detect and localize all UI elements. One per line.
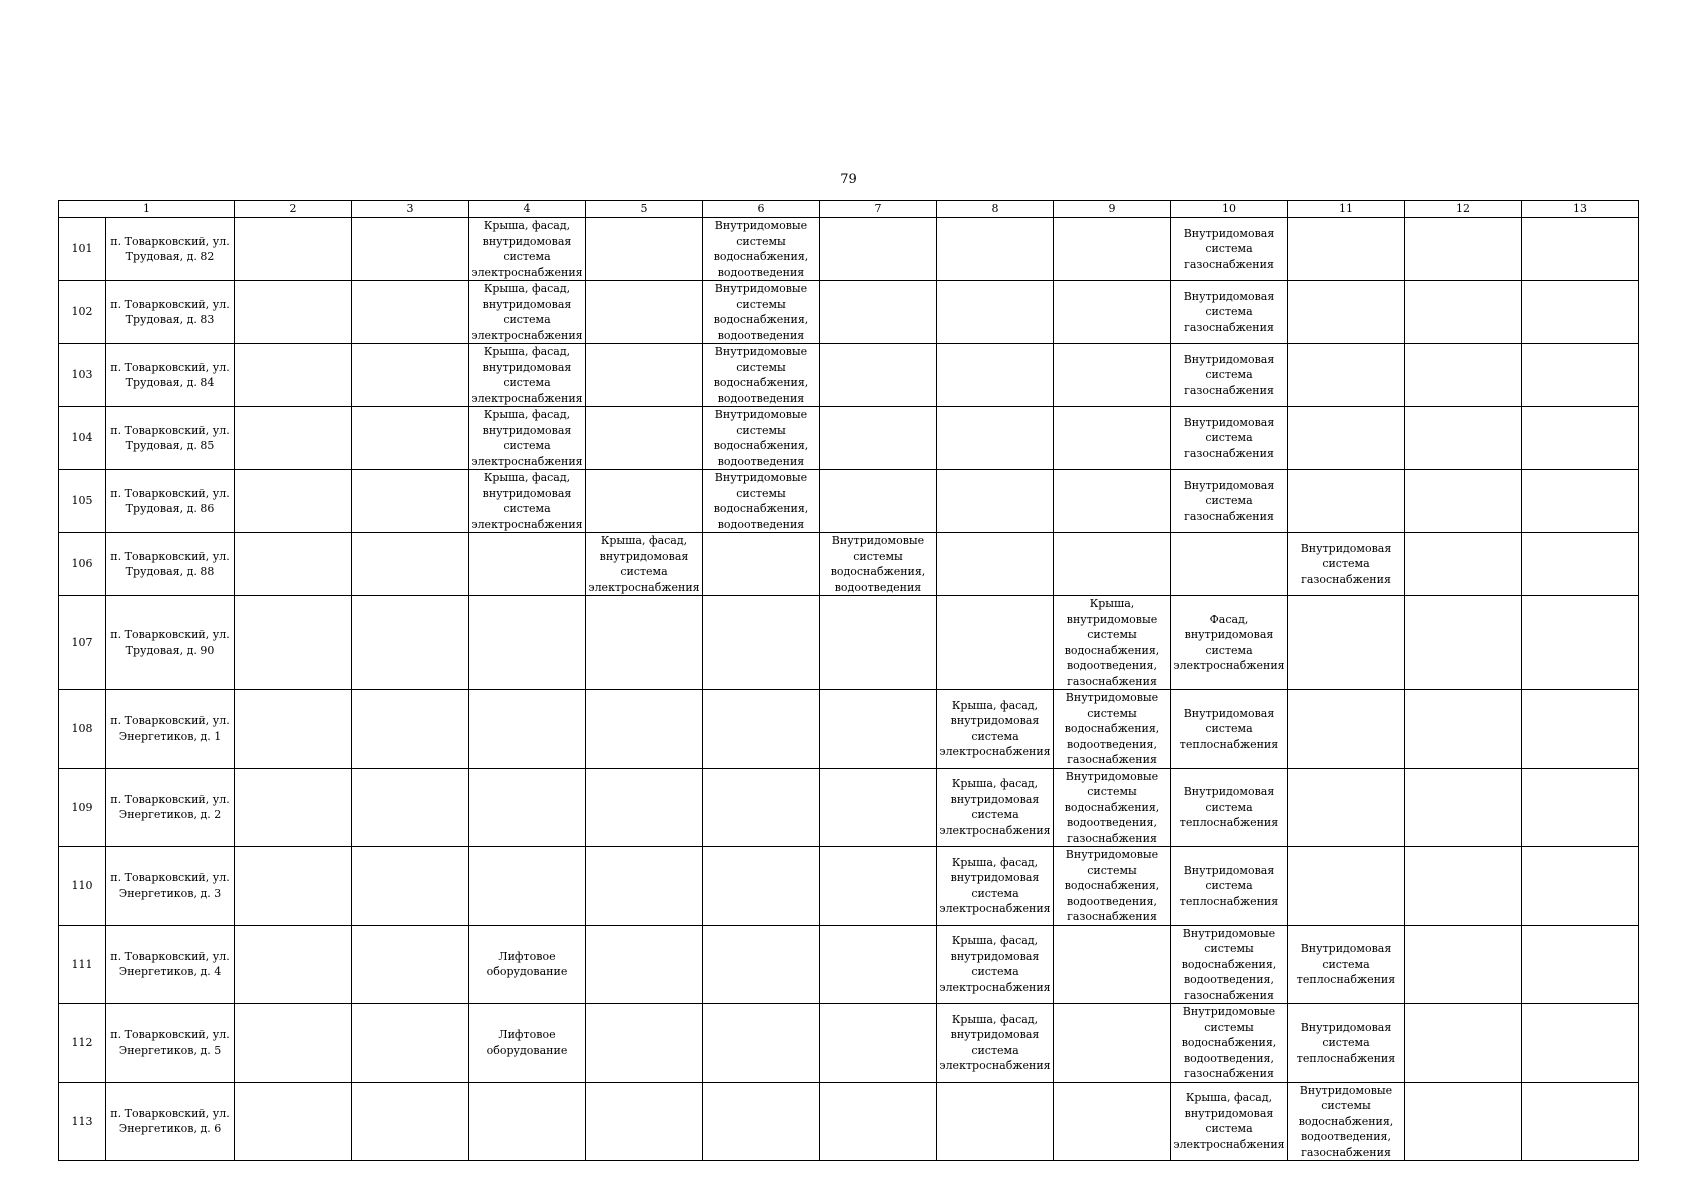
work-cell (586, 596, 703, 690)
work-cell (703, 925, 820, 1004)
work-cell (820, 470, 937, 533)
table-row (59, 768, 1639, 847)
work-cell: Внутридомовая система газоснабжения (1288, 533, 1405, 596)
work-cell (586, 407, 703, 470)
work-cell: Крыша, фасад, внутридомовая система электроснабжения (469, 344, 586, 407)
work-cell (1054, 925, 1171, 1004)
column-header: 9 (1054, 201, 1171, 218)
column-header: 1 (59, 201, 235, 218)
work-cell (235, 344, 352, 407)
work-cell (1054, 407, 1171, 470)
work-cell: Крыша, внутридомовые системы водоснабжения, водоотведения, газоснабжения (1054, 596, 1171, 690)
work-cell (937, 533, 1054, 596)
table-row (59, 1082, 1639, 1161)
address-cell: п. Товарковский, ул. Трудовая, д. 83 (106, 281, 235, 344)
work-cell: Внутридомовые системы водоснабжения, водоотведения, газоснабжения (1054, 847, 1171, 926)
work-cell (1288, 407, 1405, 470)
work-cell (469, 1082, 586, 1161)
table-row (59, 218, 1639, 281)
work-cell (1405, 470, 1522, 533)
work-cell (352, 690, 469, 769)
work-cell (820, 281, 937, 344)
work-cell (1405, 847, 1522, 926)
work-cell: Внутридомовая система теплоснабжения (1171, 768, 1288, 847)
work-cell (1522, 533, 1639, 596)
work-cell (586, 925, 703, 1004)
work-cell: Крыша, фасад, внутридомовая система электроснабжения (937, 1004, 1054, 1083)
work-cell (1405, 768, 1522, 847)
work-cell (703, 768, 820, 847)
work-cell: Лифтовое оборудование (469, 925, 586, 1004)
work-cell (235, 690, 352, 769)
column-header: 11 (1288, 201, 1405, 218)
address-cell: п. Товарковский, ул. Трудовая, д. 86 (106, 470, 235, 533)
column-header: 6 (703, 201, 820, 218)
column-header: 7 (820, 201, 937, 218)
work-cell (1405, 1004, 1522, 1083)
work-cell (1288, 847, 1405, 926)
work-cell (1405, 690, 1522, 769)
address-cell: п. Товарковский, ул. Энергетиков, д. 2 (106, 768, 235, 847)
address-cell: п. Товарковский, ул. Трудовая, д. 85 (106, 407, 235, 470)
work-cell (1522, 1082, 1639, 1161)
work-cell (235, 1082, 352, 1161)
column-header: 13 (1522, 201, 1639, 218)
work-cell: Фасад, внутридомовая система электроснабжения (1171, 596, 1288, 690)
page-number: 79 (840, 172, 857, 187)
work-cell (352, 768, 469, 847)
row-number: 113 (59, 1082, 106, 1161)
column-header: 5 (586, 201, 703, 218)
row-number: 108 (59, 690, 106, 769)
table-row (59, 281, 1639, 344)
work-cell: Крыша, фасад, внутридомовая система электроснабжения (469, 218, 586, 281)
work-cell (1054, 1004, 1171, 1083)
column-header: 8 (937, 201, 1054, 218)
work-cell: Лифтовое оборудование (469, 1004, 586, 1083)
work-cell (235, 218, 352, 281)
work-cell (1288, 768, 1405, 847)
work-cell (352, 925, 469, 1004)
work-cell (586, 218, 703, 281)
work-cell: Внутридомовые системы водоснабжения, водоотведения, газоснабжения (1171, 1004, 1288, 1083)
work-cell (1054, 1082, 1171, 1161)
table-row (59, 925, 1639, 1004)
work-cell (1522, 847, 1639, 926)
row-number: 111 (59, 925, 106, 1004)
work-cell (1288, 344, 1405, 407)
work-cell (820, 768, 937, 847)
work-cell (1405, 925, 1522, 1004)
work-cell (1405, 281, 1522, 344)
work-cell: Внутридомовые системы водоснабжения, водоотведения (703, 470, 820, 533)
work-cell (1522, 470, 1639, 533)
work-cell: Внутридомовая система теплоснабжения (1171, 847, 1288, 926)
table-row (59, 407, 1639, 470)
work-cell: Внутридомовые системы водоснабжения, водоотведения (703, 281, 820, 344)
row-number: 110 (59, 847, 106, 926)
row-number: 102 (59, 281, 106, 344)
work-cell (820, 925, 937, 1004)
work-cell (235, 596, 352, 690)
work-cell (703, 847, 820, 926)
work-cell (1405, 533, 1522, 596)
work-cell (937, 470, 1054, 533)
address-cell: п. Товарковский, ул. Трудовая, д. 82 (106, 218, 235, 281)
work-cell (820, 690, 937, 769)
work-cell: Внутридомовая система теплоснабжения (1288, 925, 1405, 1004)
address-cell: п. Товарковский, ул. Трудовая, д. 90 (106, 596, 235, 690)
work-cell (586, 690, 703, 769)
work-cell (703, 533, 820, 596)
table-row (59, 690, 1639, 769)
work-cell: Крыша, фасад, внутридомовая система электроснабжения (1171, 1082, 1288, 1161)
table-header-row (59, 201, 1639, 218)
work-cell (469, 690, 586, 769)
work-cell: Внутридомовая система теплоснабжения (1288, 1004, 1405, 1083)
work-cell (1288, 218, 1405, 281)
work-cell (1522, 344, 1639, 407)
work-cell (820, 1082, 937, 1161)
work-cell: Крыша, фасад, внутридомовая система электроснабжения (586, 533, 703, 596)
work-cell (586, 1004, 703, 1083)
work-cell (937, 218, 1054, 281)
work-cell: Внутридомовые системы водоснабжения, водоотведения (703, 218, 820, 281)
row-number: 112 (59, 1004, 106, 1083)
address-cell: п. Товарковский, ул. Трудовая, д. 88 (106, 533, 235, 596)
work-cell (235, 1004, 352, 1083)
work-cell (820, 847, 937, 926)
work-cell: Внутридомовые системы водоснабжения, водоотведения, газоснабжения (1054, 768, 1171, 847)
work-cell: Крыша, фасад, внутридомовая система электроснабжения (469, 470, 586, 533)
work-cell (586, 470, 703, 533)
work-cell (352, 407, 469, 470)
work-cell (1288, 690, 1405, 769)
address-cell: п. Товарковский, ул. Трудовая, д. 84 (106, 344, 235, 407)
column-header: 12 (1405, 201, 1522, 218)
repair-schedule-table (58, 200, 1639, 1161)
work-cell (352, 596, 469, 690)
table-row (59, 1004, 1639, 1083)
work-cell (1054, 218, 1171, 281)
work-cell (1405, 218, 1522, 281)
table-row (59, 847, 1639, 926)
work-cell (235, 768, 352, 847)
work-cell (235, 925, 352, 1004)
work-cell: Внутридомовая система теплоснабжения (1171, 690, 1288, 769)
work-cell (1054, 470, 1171, 533)
work-cell (937, 407, 1054, 470)
row-number: 107 (59, 596, 106, 690)
work-cell (352, 847, 469, 926)
address-cell: п. Товарковский, ул. Энергетиков, д. 3 (106, 847, 235, 926)
work-cell (352, 344, 469, 407)
work-cell (1522, 925, 1639, 1004)
work-cell (937, 281, 1054, 344)
work-cell (352, 470, 469, 533)
work-cell (1522, 596, 1639, 690)
work-cell (1288, 281, 1405, 344)
work-cell (1054, 281, 1171, 344)
work-cell (937, 344, 1054, 407)
row-number: 104 (59, 407, 106, 470)
address-cell: п. Товарковский, ул. Энергетиков, д. 1 (106, 690, 235, 769)
work-cell (703, 596, 820, 690)
work-cell: Внутридомовые системы водоснабжения, водоотведения, газоснабжения (1054, 690, 1171, 769)
work-cell (703, 1004, 820, 1083)
work-cell: Внутридомовые системы водоснабжения, водоотведения (703, 344, 820, 407)
work-cell (469, 596, 586, 690)
work-cell: Внутридомовая система газоснабжения (1171, 344, 1288, 407)
work-cell (820, 218, 937, 281)
work-cell (1405, 344, 1522, 407)
work-cell (1522, 407, 1639, 470)
work-cell: Внутридомовые системы водоснабжения, водоотведения, газоснабжения (1288, 1082, 1405, 1161)
work-cell: Внутридомовая система газоснабжения (1171, 281, 1288, 344)
work-cell (1405, 1082, 1522, 1161)
row-number: 106 (59, 533, 106, 596)
work-cell (1054, 344, 1171, 407)
work-cell (1522, 690, 1639, 769)
address-cell: п. Товарковский, ул. Энергетиков, д. 6 (106, 1082, 235, 1161)
work-cell: Внутридомовые системы водоснабжения, водоотведения (703, 407, 820, 470)
table-row (59, 533, 1639, 596)
work-cell (352, 218, 469, 281)
work-cell (352, 1082, 469, 1161)
work-cell (586, 1082, 703, 1161)
work-cell (820, 596, 937, 690)
work-cell (235, 847, 352, 926)
work-cell (1522, 218, 1639, 281)
work-cell: Крыша, фасад, внутридомовая система электроснабжения (937, 925, 1054, 1004)
work-cell (1522, 1004, 1639, 1083)
work-cell (352, 1004, 469, 1083)
column-header: 2 (235, 201, 352, 218)
work-cell (235, 407, 352, 470)
work-cell (352, 533, 469, 596)
work-cell (1405, 596, 1522, 690)
work-cell (937, 596, 1054, 690)
work-cell: Крыша, фасад, внутридомовая система электроснабжения (937, 690, 1054, 769)
work-cell: Крыша, фасад, внутридомовая система электроснабжения (469, 407, 586, 470)
column-header: 3 (352, 201, 469, 218)
work-cell (1522, 768, 1639, 847)
row-number: 101 (59, 218, 106, 281)
work-cell (586, 768, 703, 847)
work-cell: Внутридомовые системы водоснабжения, водоотведения (820, 533, 937, 596)
table-row (59, 344, 1639, 407)
work-cell (586, 344, 703, 407)
work-cell (820, 1004, 937, 1083)
work-cell (1405, 407, 1522, 470)
work-cell: Внутридомовые системы водоснабжения, водоотведения, газоснабжения (1171, 925, 1288, 1004)
work-cell (820, 344, 937, 407)
work-cell: Внутридомовая система газоснабжения (1171, 470, 1288, 533)
row-number: 109 (59, 768, 106, 847)
row-number: 105 (59, 470, 106, 533)
work-cell (235, 470, 352, 533)
work-cell (1288, 596, 1405, 690)
column-header: 10 (1171, 201, 1288, 218)
work-cell (586, 281, 703, 344)
address-cell: п. Товарковский, ул. Энергетиков, д. 4 (106, 925, 235, 1004)
work-cell: Крыша, фасад, внутридомовая система электроснабжения (469, 281, 586, 344)
work-cell (703, 690, 820, 769)
work-cell (703, 1082, 820, 1161)
work-cell (1522, 281, 1639, 344)
work-cell (469, 768, 586, 847)
work-cell: Внутридомовая система газоснабжения (1171, 218, 1288, 281)
work-cell (1288, 470, 1405, 533)
work-cell (820, 407, 937, 470)
work-cell (1054, 533, 1171, 596)
row-number: 103 (59, 344, 106, 407)
work-cell (352, 281, 469, 344)
work-cell: Крыша, фасад, внутридомовая система электроснабжения (937, 847, 1054, 926)
work-cell (937, 1082, 1054, 1161)
work-cell: Внутридомовая система газоснабжения (1171, 407, 1288, 470)
address-cell: п. Товарковский, ул. Энергетиков, д. 5 (106, 1004, 235, 1083)
work-cell (235, 281, 352, 344)
work-cell (469, 533, 586, 596)
work-cell (586, 847, 703, 926)
work-cell (235, 533, 352, 596)
column-header: 4 (469, 201, 586, 218)
work-cell: Крыша, фасад, внутридомовая система электроснабжения (937, 768, 1054, 847)
table-row (59, 596, 1639, 690)
work-cell (469, 847, 586, 926)
table-row (59, 470, 1639, 533)
work-cell (1171, 533, 1288, 596)
